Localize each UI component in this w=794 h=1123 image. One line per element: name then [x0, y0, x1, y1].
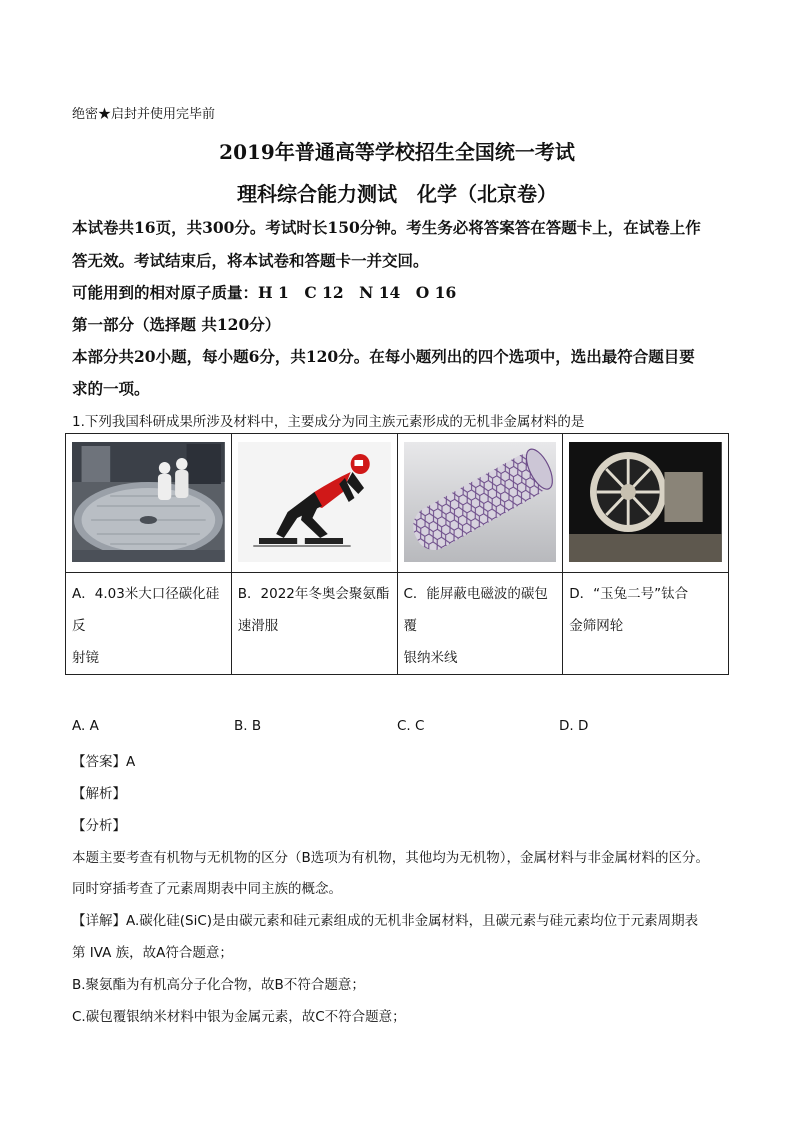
exam-subtitle: 理科综合能力测试 化学（北京卷） — [237, 182, 557, 206]
speed-skater-image — [238, 442, 391, 562]
carbon-nanotube-image — [404, 442, 557, 562]
option-a-image-cell — [66, 434, 232, 573]
answer-line: 【答案】A — [72, 754, 136, 770]
question-stem: 1.下列我国科研成果所涉及材料中，主要成分为同主族元素形成的无机非金属材料的是 — [72, 414, 585, 430]
fenxi-line-2: 同时穿插考查了元素周期表中同主族的概念。 — [72, 881, 342, 897]
detail-line-1: 【详解】A.碳化硅(SiC)是由碳元素和硅元素组成的无机非金属材料，且碳元素与硅元素均位于元素周期表 — [72, 913, 699, 929]
options-table — [65, 433, 729, 675]
option-a-caption — [66, 573, 232, 675]
part-description-2: 求的一项。 — [72, 379, 150, 398]
option-d-image-cell — [563, 434, 729, 573]
instructions-line-1: 本试卷共16页，共300分。考试时长150分钟。考生务必将答案答在答题卡上，在试卷上作 — [72, 218, 701, 237]
option-d-caption — [563, 573, 729, 675]
atomic-mass-line: 可能用到的相对原子质量：H 1 C 12 N 14 O 16 — [72, 283, 457, 302]
fenxi-line-1: 本题主要考查有机物与无机物的区分（B选项为有机物，其他均为无机物），金属材料与非金属材料的区分。 — [72, 850, 710, 866]
choice-c: C. C — [397, 718, 425, 734]
part-description-1: 本部分共20小题，每小题6分，共120分。在每小题列出的四个选项中，选出最符合题目要 — [72, 347, 695, 366]
part-heading: 第一部分（选择题 共120分） — [72, 315, 281, 334]
choice-d: D. D — [559, 718, 589, 734]
instructions-line-2: 答无效。考试结束后，将本试卷和答题卡一并交回。 — [72, 251, 429, 270]
option-c-caption-line-1: C．能屏蔽电磁波的碳包覆 — [403, 586, 548, 634]
reflector-mirror-image — [72, 442, 225, 562]
detail-line-2: 第 IVA 族，故A符合题意； — [72, 945, 233, 961]
option-d-caption-line-1: D．“玉兔二号”钛合 — [569, 586, 689, 602]
detail-line-4: C.碳包覆银纳米材料中银为金属元素，故C不符合题意； — [72, 1009, 406, 1025]
option-b-image-cell — [231, 434, 397, 573]
fenxi-heading: 【分析】 — [72, 818, 126, 834]
choice-a: A. A — [72, 718, 99, 734]
confidential-note: 绝密★启封并使用完毕前 — [72, 107, 216, 122]
option-c-caption — [397, 573, 563, 675]
option-d-caption-line-2: 金筛网轮 — [569, 618, 624, 634]
exam-title: 2019年普通高等学校招生全国统一考试 — [219, 140, 575, 164]
detail-line-3: B.聚氨酯为有机高分子化合物，故B不符合题意； — [72, 977, 365, 993]
option-c-caption-line-2: 银纳米线 — [403, 650, 458, 666]
option-b-caption-line-2: 速滑服 — [237, 618, 279, 634]
option-b-caption — [231, 573, 397, 675]
option-b-caption-line-1: B．2022年冬奥会聚氨酯 — [237, 586, 390, 602]
option-c-image-cell — [397, 434, 563, 573]
lunar-rover-wheel-image — [569, 442, 722, 562]
analysis-heading: 【解析】 — [72, 786, 126, 802]
option-a-caption-line-2: 射镜 — [72, 650, 99, 666]
option-a-caption-line-1: A．4.03米大口径碳化硅反 — [72, 586, 220, 634]
choice-b: B. B — [234, 718, 262, 734]
